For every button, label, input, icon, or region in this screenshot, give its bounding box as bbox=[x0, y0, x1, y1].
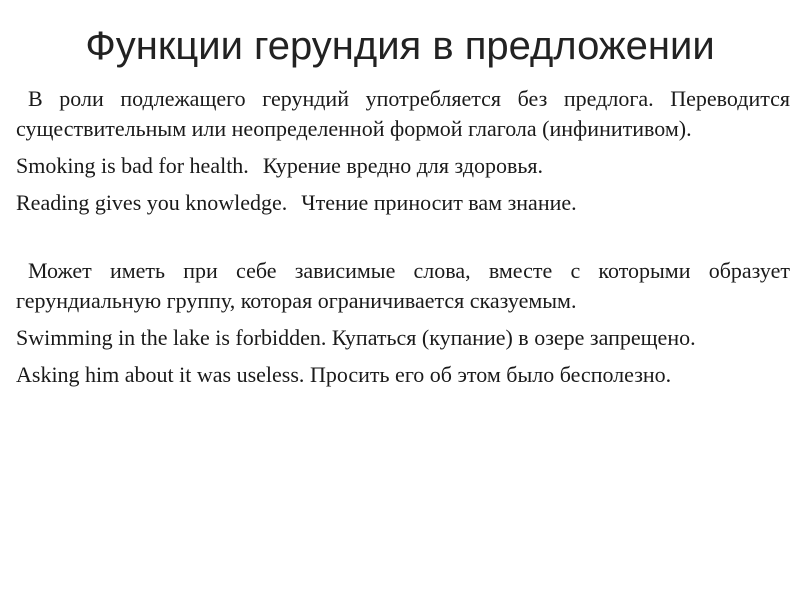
example-russian: Чтение приносит вам знание. bbox=[301, 190, 577, 215]
example-russian: Курение вредно для здоровья. bbox=[262, 153, 544, 178]
slide-content bbox=[16, 84, 790, 390]
example-sentence bbox=[16, 316, 790, 353]
section-spacer bbox=[16, 218, 790, 256]
example-russian: Просить его об этом было бесполезно. bbox=[309, 362, 672, 387]
example-english: Smoking is bad for health. bbox=[16, 153, 249, 178]
example-english: Reading gives you knowledge. bbox=[16, 190, 288, 215]
slide-title: Функции герундия в предложении bbox=[85, 24, 715, 68]
subject-function-paragraph: В роли подлежащего герундий употребляется без предлога. Переводится существительным или неопределенной формой глагола (инфинитивом). bbox=[16, 86, 790, 141]
example-sentence bbox=[16, 353, 790, 390]
example-sentence bbox=[16, 144, 790, 181]
example-english: Swimming in the lake is forbidden. bbox=[16, 325, 327, 350]
example-russian: Купаться (купание) в озере запрещено. bbox=[331, 325, 696, 350]
dependent-words-paragraph: Может иметь при себе зависимые слова, вместе с которыми образует герундиальную группу, которая ограничивается сказуемым. bbox=[16, 258, 790, 313]
example-sentence bbox=[16, 181, 790, 218]
example-english: Asking him about it was useless. bbox=[16, 362, 305, 387]
